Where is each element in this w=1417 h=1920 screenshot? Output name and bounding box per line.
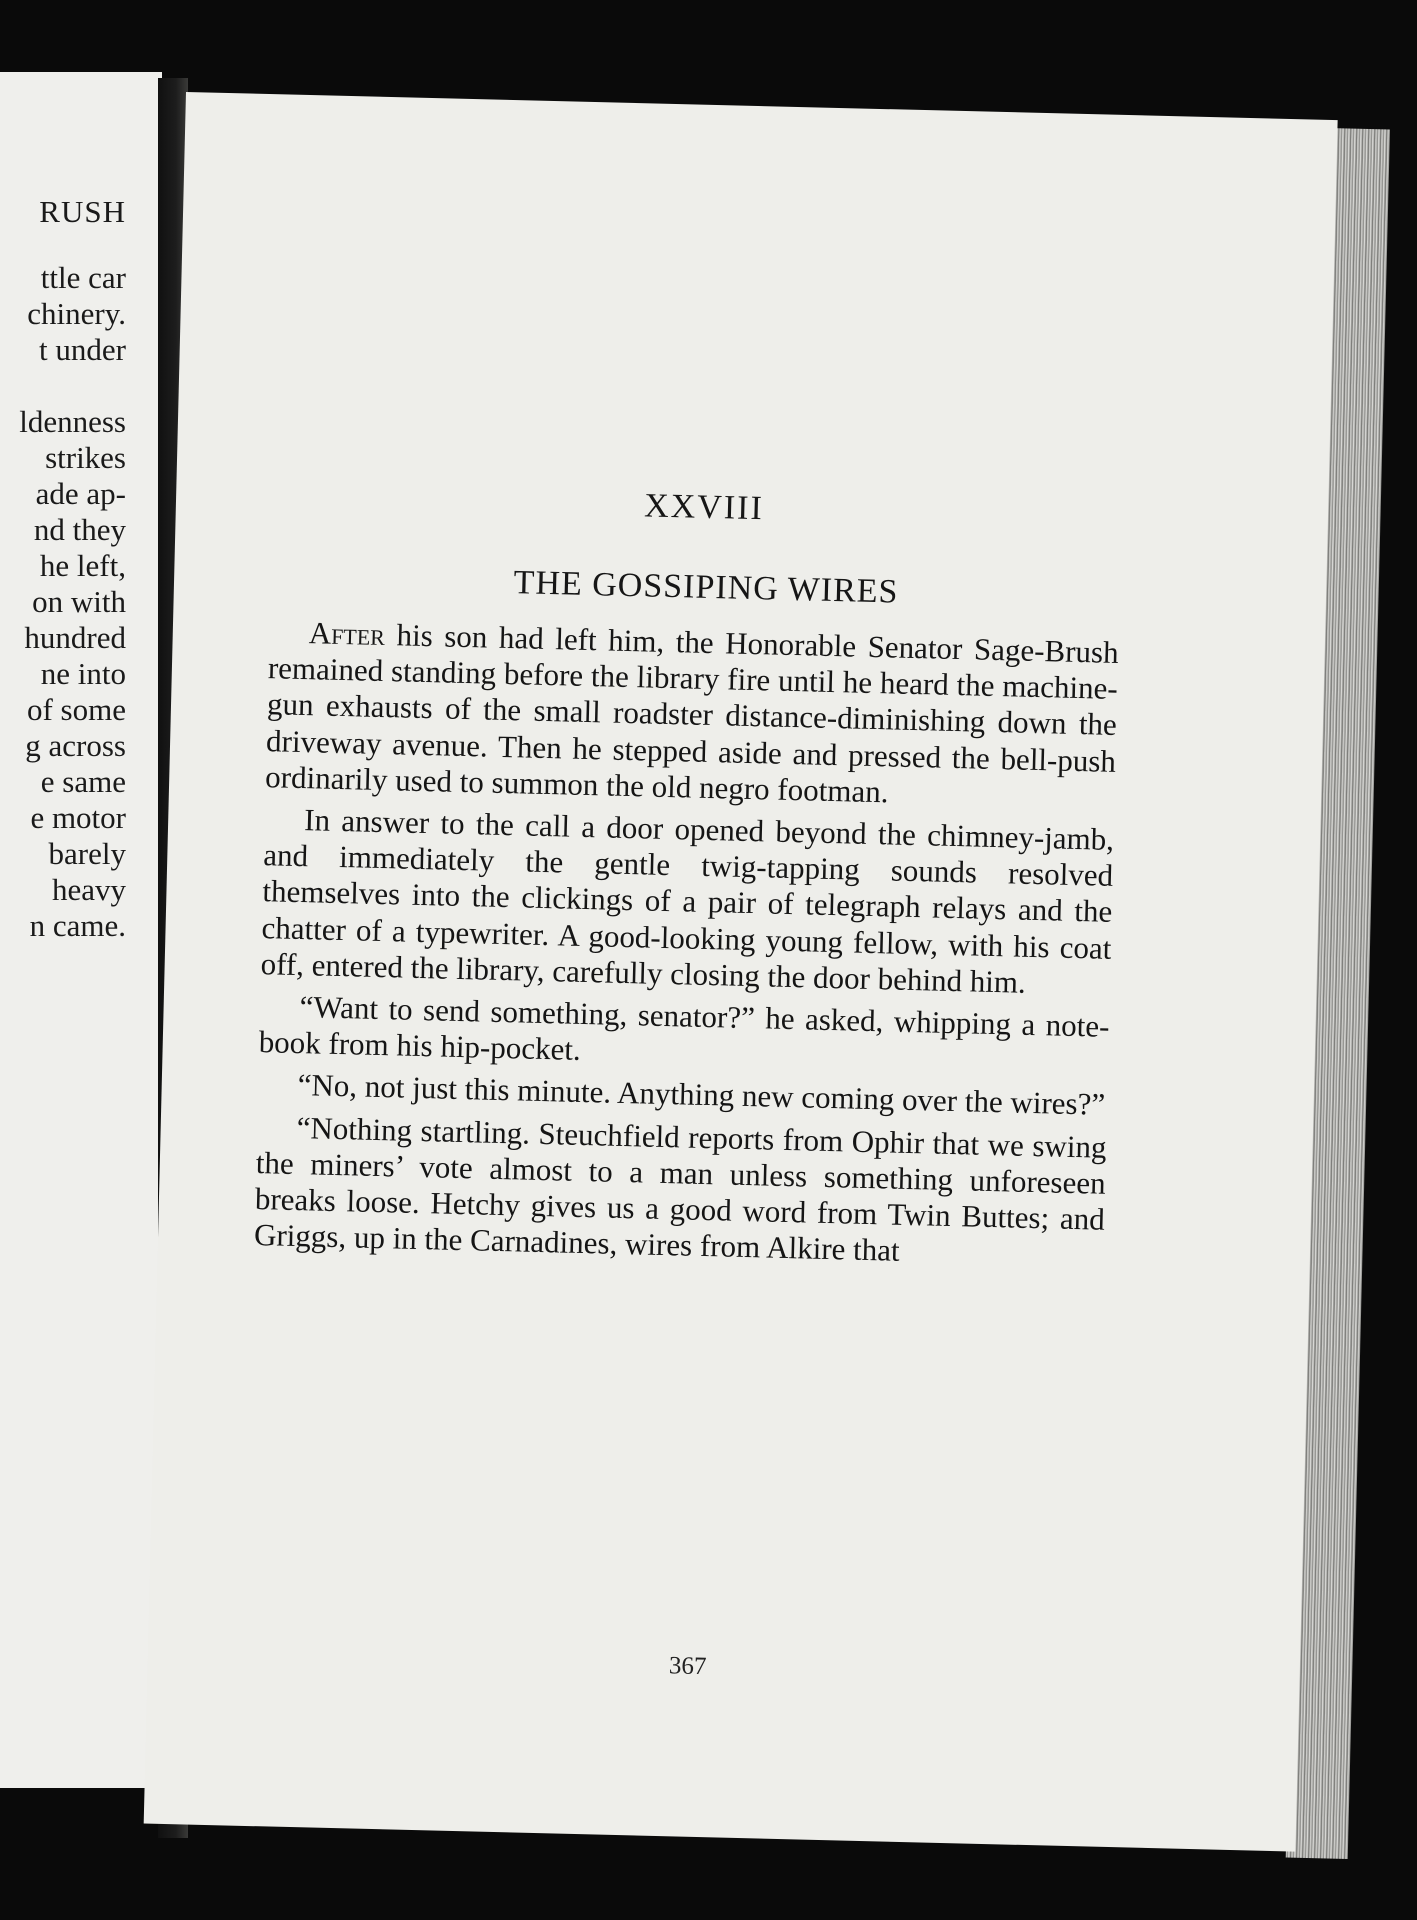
left-line: on with [32,584,126,619]
left-line: ttle car [40,260,126,295]
left-line: barely [48,836,126,871]
chapter-title: THE GOSSIPING WIRES [513,564,899,611]
left-line: g across [25,728,126,763]
paragraph [265,614,1119,816]
chapter-body [253,614,1119,1280]
left-line: hundred [24,620,126,655]
left-line: of some [26,692,126,727]
left-line: ne into [40,656,126,691]
lead-word: After [308,615,386,653]
left-running-head: RUSH [39,194,126,229]
chapter-number: XXVIII [643,487,765,528]
left-line: he left, [39,548,126,583]
paragraph-text: his son had left him, the Honorable Senator Sage-Brush remained standing before the library fire until he heard the machine-gun exhausts of the small roadster distance-diminishing down the driveway avenue. Then he stepped aside and pressed the bell-push ordinarily used to summon the old negro footman. [264,617,1120,810]
left-line: n came. [29,908,126,943]
left-line: ldenness [19,404,126,439]
left-line: heavy [51,872,126,907]
page-number: 367 [668,1652,707,1681]
paragraph: “No, not just this minute. Anything new coming over the wires?” [297,1067,1106,1123]
paragraph: “Want to send something, senator?” he asked, whipping a note-book from his hip-pocket. [258,989,1110,1068]
right-page [144,92,1338,1852]
left-line: ade ap- [35,476,126,511]
left-line: chinery. [27,296,126,331]
left-line: e motor [30,800,126,835]
paragraph: “Nothing startling. Steuchfield reports from Ophir that we swing the miners’ vote almost to a man unless something unforeseen breaks loose. Hetchy gives us a good word from Twin Buttes; and Griggs, up in the Carnadines, wires from Alkire that [253,1109,1107,1269]
left-facing-page [0,72,162,1788]
left-line: t under [39,332,126,367]
paragraph: In answer to the call a door opened beyond the chimney-jamb, and immediately the gentle twig-tapping sounds resolved themselves into the clickings of a pair of telegraph relays and the chatter of a typewriter. A good-looking young fellow, with his coat off, entered the library, carefully closing the door behind him. [260,802,1115,1000]
left-line: nd they [33,512,126,547]
left-line: strikes [45,440,126,475]
left-line: e same [40,764,126,799]
